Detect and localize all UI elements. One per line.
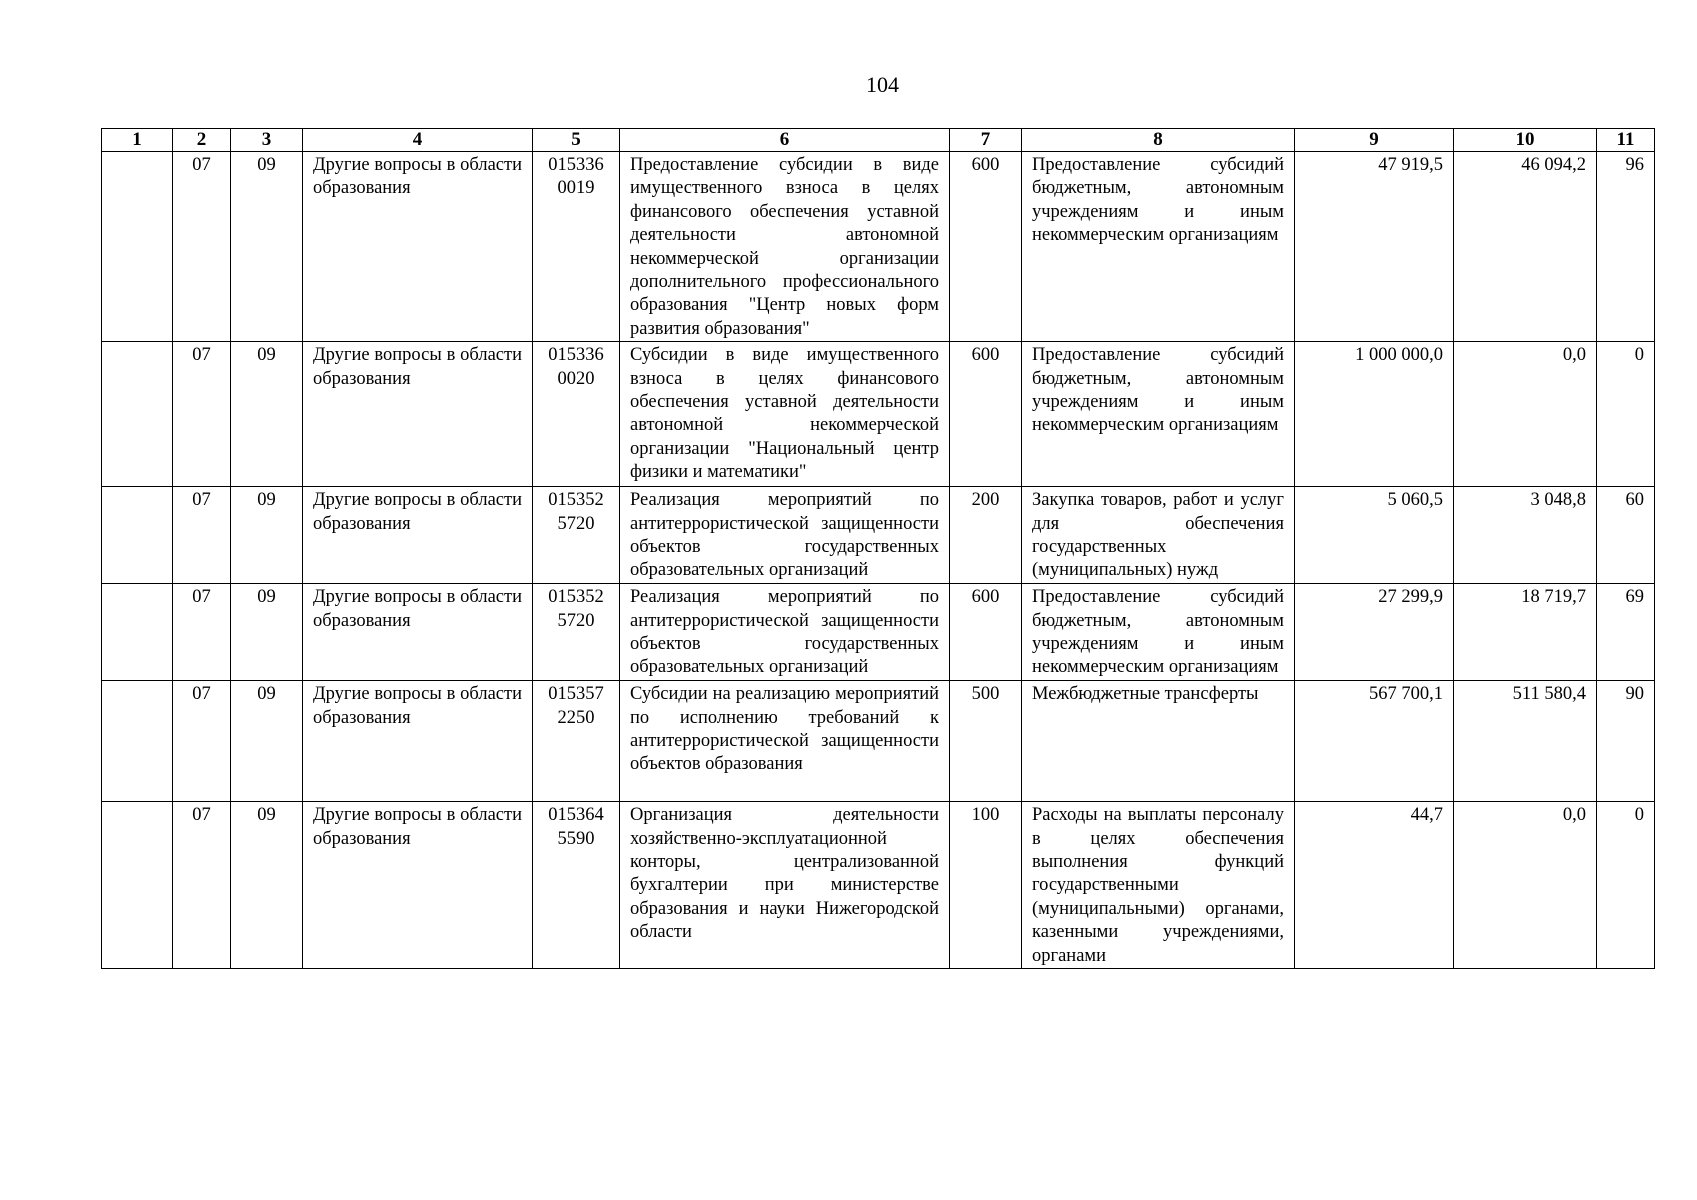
cell-planned: 27 299,9 [1295,584,1454,681]
budget-table [101,128,1655,969]
cell-subsection: 09 [231,584,303,681]
cell-expense-name: Межбюджетные трансферты [1022,681,1295,802]
cell-target-code: 015352 5720 [533,584,620,681]
cell-section: 07 [173,584,231,681]
cell-expense-type: 600 [950,584,1022,681]
cell-target-name: Реализация мероприятий по антитеррористической защищенности объектов государственных образовательных организаций [620,487,950,584]
table-row [102,584,1655,681]
column-header: 3 [231,129,303,152]
column-header: 11 [1597,129,1655,152]
cell-col1 [102,152,173,342]
column-header: 9 [1295,129,1454,152]
cell-section: 07 [173,681,231,802]
column-header: 6 [620,129,950,152]
cell-expense-name: Расходы на выплаты персоналу в целях обеспечения выполнения функций государственными (муниципальными) органами, казенными учреждениями, органами [1022,802,1295,969]
cell-expense-type: 100 [950,802,1022,969]
cell-expense-name: Закупка товаров, работ и услуг для обеспечения государственных (муниципальных) нужд [1022,487,1295,584]
table-row [102,342,1655,487]
cell-expense-name: Предоставление субсидий бюджетным, автономным учреждениям и иным некоммерческим организациям [1022,152,1295,342]
cell-section-name: Другие вопросы в области образования [303,152,533,342]
cell-executed: 0,0 [1454,802,1597,969]
cell-section-name: Другие вопросы в области образования [303,584,533,681]
cell-planned: 5 060,5 [1295,487,1454,584]
cell-percent: 60 [1597,487,1655,584]
cell-subsection: 09 [231,152,303,342]
cell-percent: 96 [1597,152,1655,342]
cell-planned: 1 000 000,0 [1295,342,1454,487]
cell-section-name: Другие вопросы в области образования [303,802,533,969]
column-header: 8 [1022,129,1295,152]
cell-executed: 511 580,4 [1454,681,1597,802]
page-number: 104 [866,72,899,97]
cell-target-name: Субсидии на реализацию мероприятий по исполнению требований к антитеррористической защищенности объектов образования [620,681,950,802]
cell-planned: 44,7 [1295,802,1454,969]
cell-col1 [102,487,173,584]
cell-percent: 69 [1597,584,1655,681]
cell-target-name: Предоставление субсидии в виде имущественного взноса в целях финансового обеспечения уставной деятельности автономной некоммерческой организации дополнительного профессионального образования "Центр новых форм развития образования" [620,152,950,342]
cell-col1 [102,342,173,487]
column-header: 10 [1454,129,1597,152]
cell-percent: 0 [1597,802,1655,969]
cell-planned: 567 700,1 [1295,681,1454,802]
cell-target-name: Организация деятельности хозяйственно-эксплуатационной конторы, централизованной бухгалтерии при министерстве образования и науки Нижегородской области [620,802,950,969]
column-header: 7 [950,129,1022,152]
cell-col1 [102,802,173,969]
table-row [102,487,1655,584]
table-row [102,802,1655,969]
cell-col1 [102,584,173,681]
cell-col1 [102,681,173,802]
cell-section: 07 [173,342,231,487]
cell-expense-type: 200 [950,487,1022,584]
table-row [102,152,1655,342]
column-header: 2 [173,129,231,152]
column-header: 1 [102,129,173,152]
cell-expense-name: Предоставление субсидий бюджетным, автономным учреждениям и иным некоммерческим организациям [1022,342,1295,487]
cell-expense-type: 600 [950,152,1022,342]
cell-section: 07 [173,152,231,342]
cell-section-name: Другие вопросы в области образования [303,342,533,487]
cell-section-name: Другие вопросы в области образования [303,681,533,802]
cell-subsection: 09 [231,487,303,584]
column-header: 5 [533,129,620,152]
cell-subsection: 09 [231,342,303,487]
cell-target-code: 015364 5590 [533,802,620,969]
cell-expense-name: Предоставление субсидий бюджетным, автономным учреждениям и иным некоммерческим организациям [1022,584,1295,681]
column-header: 4 [303,129,533,152]
cell-target-code: 015352 5720 [533,487,620,584]
cell-executed: 46 094,2 [1454,152,1597,342]
column-number-row [102,129,1655,152]
cell-expense-type: 500 [950,681,1022,802]
cell-subsection: 09 [231,681,303,802]
cell-planned: 47 919,5 [1295,152,1454,342]
cell-target-code: 015357 2250 [533,681,620,802]
cell-target-name: Субсидии в виде имущественного взноса в целях финансового обеспечения уставной деятельности автономной некоммерческой организации "Национальный центр физики и математики" [620,342,950,487]
cell-executed: 18 719,7 [1454,584,1597,681]
cell-executed: 3 048,8 [1454,487,1597,584]
cell-percent: 90 [1597,681,1655,802]
cell-section: 07 [173,802,231,969]
cell-target-name: Реализация мероприятий по антитеррористической защищенности объектов государственных образовательных организаций [620,584,950,681]
cell-executed: 0,0 [1454,342,1597,487]
cell-target-code: 015336 0020 [533,342,620,487]
cell-section: 07 [173,487,231,584]
cell-target-code: 015336 0019 [533,152,620,342]
cell-subsection: 09 [231,802,303,969]
cell-section-name: Другие вопросы в области образования [303,487,533,584]
cell-percent: 0 [1597,342,1655,487]
cell-expense-type: 600 [950,342,1022,487]
table-row [102,681,1655,802]
